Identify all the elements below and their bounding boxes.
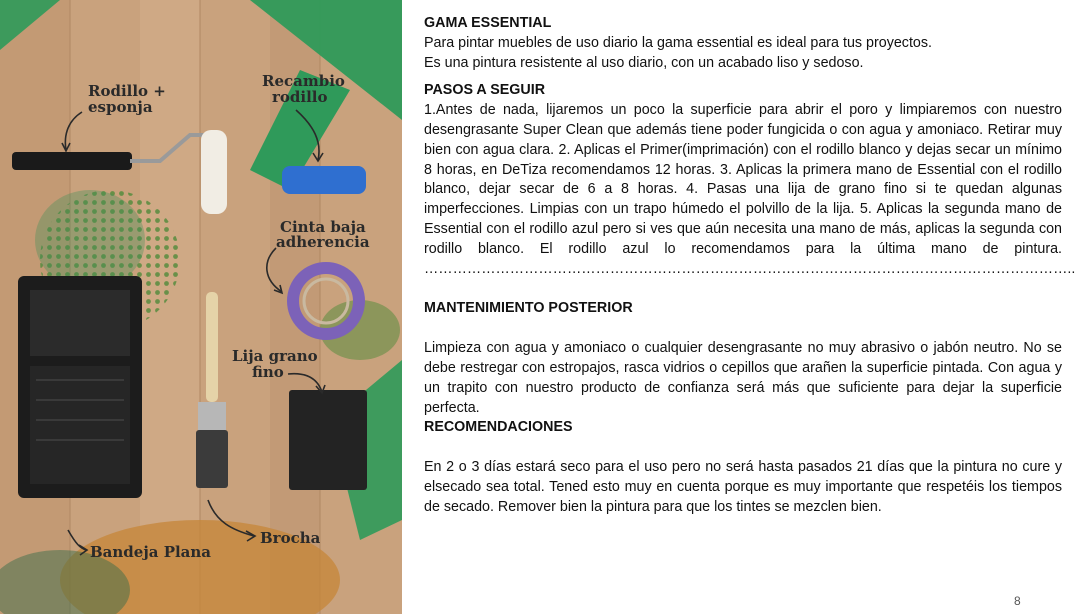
label-rodillo-2: esponja bbox=[88, 98, 153, 116]
section-title-mantenimiento: MANTENIMIENTO POSTERIOR bbox=[424, 300, 633, 317]
label-lija-2: fino bbox=[252, 363, 284, 381]
blue-roller-refill bbox=[282, 166, 366, 194]
label-recambio-2: rodillo bbox=[272, 88, 328, 106]
sandpaper bbox=[289, 390, 367, 490]
section-title-recomendaciones: RECOMENDACIONES bbox=[424, 419, 573, 436]
tray bbox=[18, 276, 142, 498]
section-body-pasos: 1.Antes de nada, lijaremos un poco la superficie para abrir el poro y limpiaremos con nuestro desengrasante Super Clean que además tiene poder fungicida o con agua y amoniaco. Retirar muy bien con agua clara. 2. Aplicas el Primer(imprimación) con el rodillo blanco y dejas secar un mínimo 8 horas, en DeTiza recomendamos 12 horas. 3. Aplicas la primera mano de Essential con el rodillo blanco, dejar secar de 6 a 8 horas. 4. Pasas una lija de grano fino si te quedan algunas imperfecciones. Limpias con un trapo húmedo el polvillo de la lija. 5. Aplicas la segunda mano de Essential con el rodillo azul pero si ves que aún necesita una mano de más, aplicas la segunda con rodillo blanco. El rodillo azul lo recomendamos para la última mano de pintura. ……………………………………………………………………………………………………………………….. bbox=[424, 102, 1076, 277]
label-rodillo-1: Rodillo + bbox=[88, 82, 166, 100]
materials-photo bbox=[0, 0, 402, 614]
text-column bbox=[424, 14, 1076, 518]
label-lija-1: Lija grano bbox=[232, 347, 318, 365]
label-cinta-1: Cinta baja bbox=[280, 218, 366, 236]
section-body-gama-essential: Para pintar muebles de uso diario la gama essential es ideal para tus proyectos. Es una pintura resistente al uso diario, con un acabado liso y sedoso. bbox=[424, 34, 932, 71]
label-cinta-2: adherencia bbox=[276, 233, 370, 251]
label-brocha: Brocha bbox=[260, 529, 321, 547]
section-title-gama-essential: GAMA ESSENTIAL bbox=[424, 15, 552, 31]
section-body-mantenimiento: Limpieza con agua y amoniaco o cualquier desengrasante no muy abrasivo o jabón neutro. No se debe restregar con estropajos, rasca vidrios o cepillos que arañen la superficie pintada. Con agua y un trapito con nuestro producto de confianza será más que suficiente para dejar la superficie perfecta. bbox=[424, 340, 1062, 416]
page-number: 8 bbox=[1014, 594, 1021, 608]
label-recambio-1: Recambio bbox=[262, 72, 345, 90]
section-body-recomendaciones: En 2 o 3 días estará seco para el uso pero no será hasta pasados 21 días que la pintura no cure y elsecado sea total. Tened esto muy en cuenta porque es muy importante que respetéis los tiempos de secado. Remover bien la pintura para que los tintes se mezclen bien. bbox=[424, 459, 1062, 515]
label-bandeja: Bandeja Plana bbox=[90, 543, 212, 561]
section-title-pasos: PASOS A SEGUIR bbox=[424, 82, 546, 99]
